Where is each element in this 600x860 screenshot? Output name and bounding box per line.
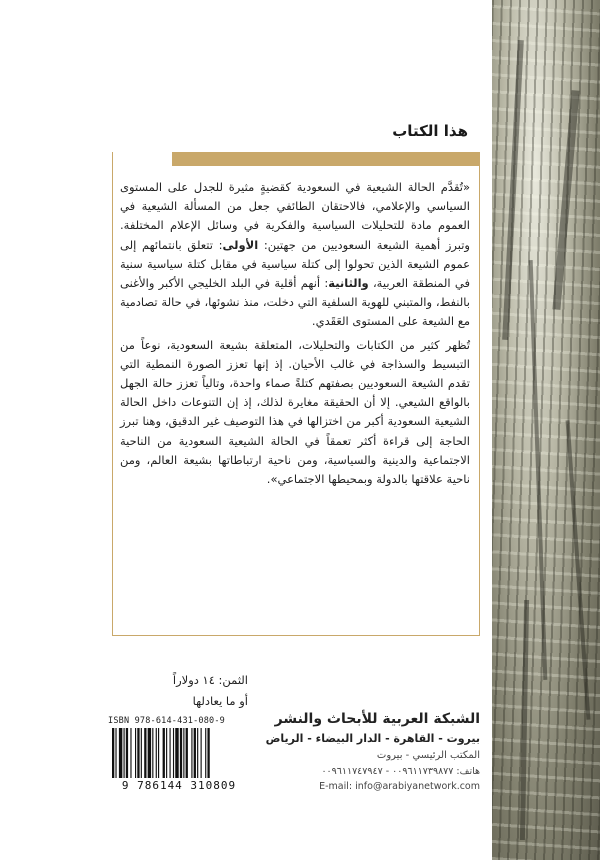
barcode-bar: [197, 728, 198, 778]
publisher-office: المكتب الرئيسي - بيروت: [376, 750, 480, 761]
barcode-bar: [207, 728, 209, 778]
page-title: هذا الكتاب: [392, 122, 468, 140]
barcode-bar: [130, 728, 131, 778]
barcode-bar: [173, 728, 174, 778]
book-blurb: [120, 178, 470, 493]
isbn-number: ISBN 978-614-431-080-9: [108, 716, 225, 726]
barcode-bar: [158, 728, 159, 778]
barcode-bar: [166, 728, 167, 778]
barcode-bar: [112, 728, 114, 778]
barcode-bar: [201, 728, 202, 778]
publisher-info: [252, 708, 480, 794]
publisher-cities: بيروت - القاهرة - الدار البيضاء - الرياض: [265, 732, 480, 745]
barcode-bar: [194, 728, 196, 778]
barcode-bar: [170, 728, 171, 778]
barcode-bar: [144, 728, 146, 778]
barcode-bar: [205, 728, 206, 778]
barcode-bar: [156, 728, 157, 778]
barcode-bar: [141, 728, 142, 778]
blurb-paragraph-1: «تُقدَّم الحالة الشيعية في السعودية كقضيةٍ مثيرة للجدل على المستوى السياسي والإعلامي، فالاحتقان الطائفي جعل من المسألة الشيعية في العموم مادة للتحليلات السياسية والفكرية في وسائل الإعلام المختلفة. وتبرز أهمية الشيعة السعوديين من جهتين: الأولى: تتعلق بانتمائهم إلى عموم الشيعة الذين تحولوا إلى كتلة سياسية في مقابل كتلة سياسية سنية في المنطقة العربية، والثانية: أنهم أقلية في البلد الخليجي الأكبر والأغنى بالنفط، والمتبني للهوية السلفية التي دخلت، منذ نشوئها، في حالة تصادمية مع الشيعة على المستوى العَقَدي.: [120, 180, 470, 329]
barcode-bar: [183, 728, 184, 778]
publisher-email: E-mail: info@arabiyanetwork.com: [319, 781, 480, 792]
barcode-bar: [175, 728, 178, 778]
price-equivalent: أو ما يعادلها: [192, 694, 248, 708]
price-line: الثمن: ١٤ دولاراً: [172, 673, 248, 687]
cover-texture-image: [492, 0, 600, 860]
barcode-digits: 9 786144 310809: [108, 779, 250, 792]
barcode-bar: [115, 728, 116, 778]
barcode-bar: [119, 728, 122, 778]
barcode-bar: [148, 728, 151, 778]
publisher-phone: هاتف: ٠٠٩٦١١٧٣٩٨٧٧ - ٠٠٩٦١١٧٤٧٩٤٧: [321, 766, 480, 777]
barcode-bar: [137, 728, 139, 778]
price-info: [130, 670, 248, 712]
barcode-bar: [152, 728, 153, 778]
barcode-bar: [135, 728, 136, 778]
barcode: [108, 728, 250, 790]
blurb-paragraph-2: تُظهر كثير من الكتابات والتحليلات، المتعلقة بشيعة السعودية، نوعاً من التبسيط والسذاجة في غالب الأحيان. إذ إنها تعزز الصورة النمطية التي تقدم الشيعة السعوديين بصفتهم كتلةً صماء واحدة، وتالياً تعزز حالة الجهل بالواقع الشيعي. إلا أن الحقيقة مغايرة لذلك، إذ إن التنوعات داخل الحالة الشيعية السعودية أكبر من اختزالها في هذا التوصيف غير الدقيق، وهنا تبرز الحاجة إلى قراءة أكثر تعمقاً في الحالة الشيعية السعودية من الناحية الاجتماعية والدينية والسياسية، ومن ناحية ارتباطاتها بشيعة العالم، ومن ناحية علاقتها بالدولة وبمحيطها الاجتماعي».: [120, 337, 470, 487]
barcode-bar: [126, 728, 128, 778]
barcode-bar: [191, 728, 192, 778]
barcode-bar: [186, 728, 188, 778]
publisher-name: الشبكة العربية للأبحاث والنشر: [274, 711, 480, 727]
barcode-bar: [124, 728, 125, 778]
barcode-bar: [163, 728, 165, 778]
barcode-bar: [180, 728, 182, 778]
